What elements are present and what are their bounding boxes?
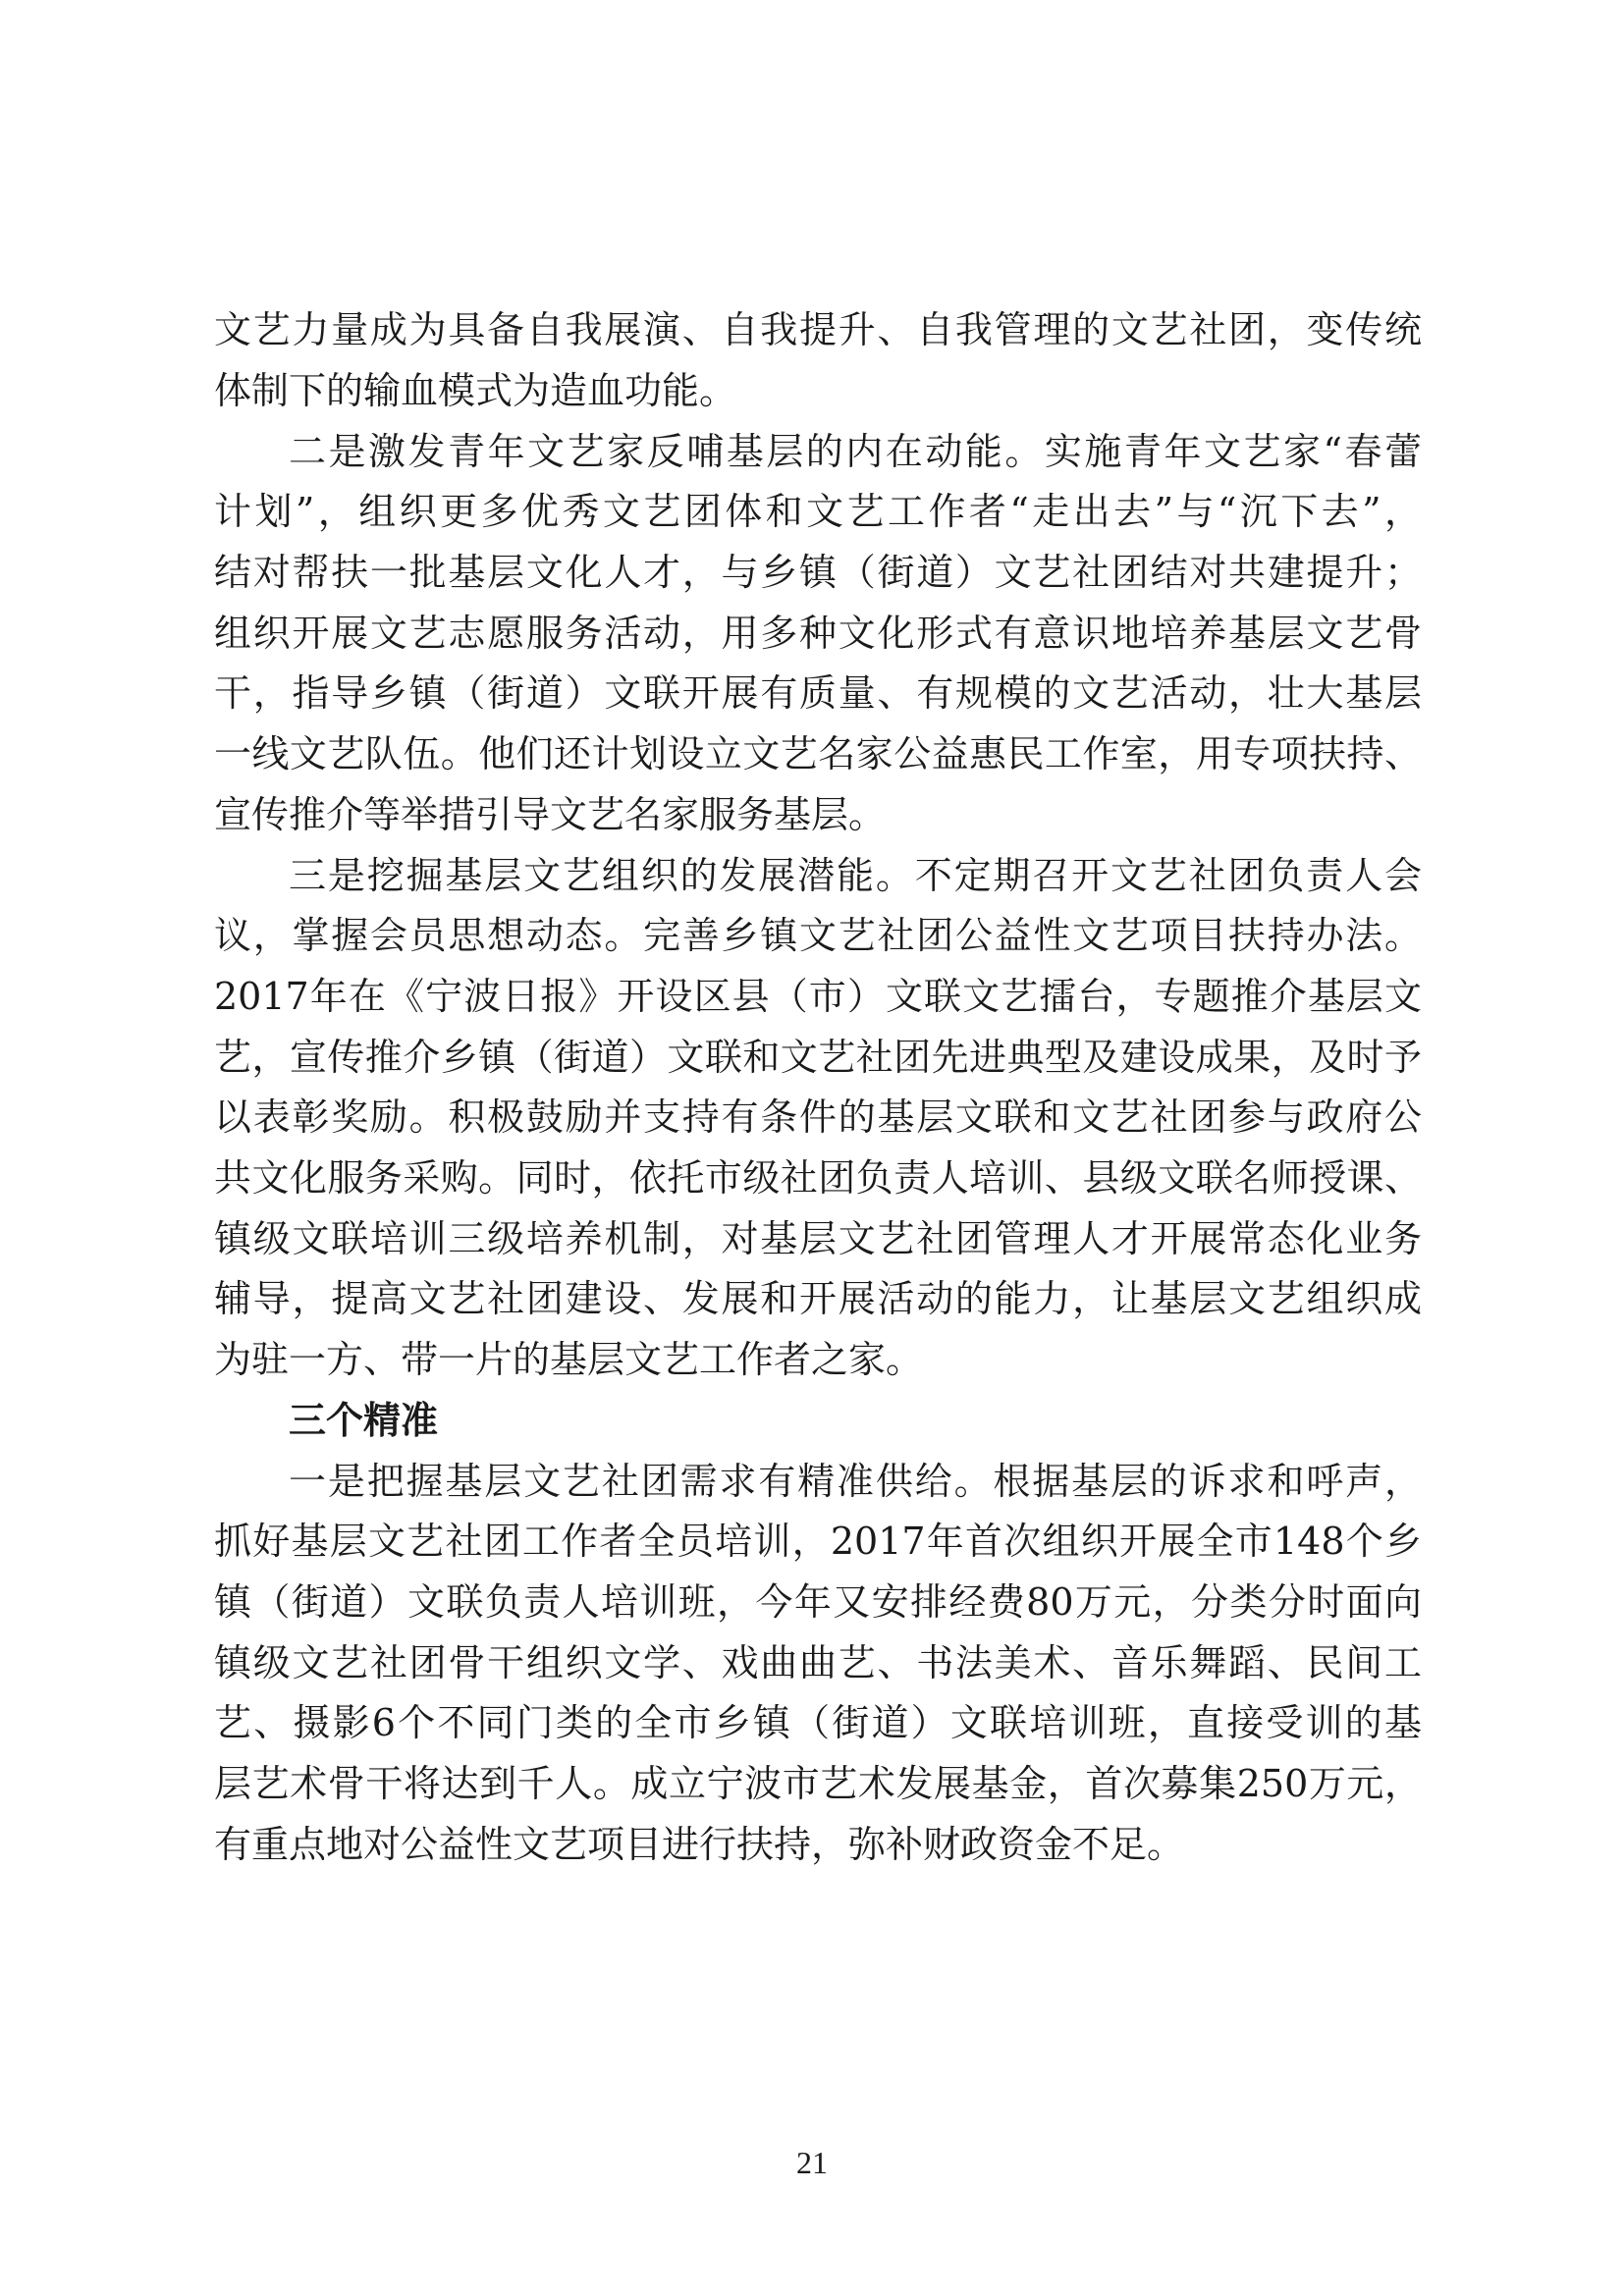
paragraph-start-line: 二是激发青年文艺家反哺基层的内在动能。实施青年文艺家“春蕾 — [289, 430, 1422, 473]
page-number: 21 — [796, 2145, 828, 2180]
body-text-line: 辅导，提高文艺社团建设、发展和开展活动的能力，让基层文艺组织成 — [214, 1277, 1422, 1320]
body-text-line: 干，指导乡镇（街道）文联开展有质量、有规模的文艺活动，壮大基层 — [214, 671, 1422, 715]
body-text-line: 镇级文联培训三级培养机制，对基层文艺社团管理人才开展常态化业务 — [214, 1217, 1422, 1260]
paragraph-start-line: 三是挖掘基层文艺组织的发展潜能。不定期召开文艺社团负责人会 — [289, 854, 1422, 897]
body-text-line: 艺，宣传推介乡镇（街道）文联和文艺社团先进典型及建设成果，及时予 — [214, 1036, 1422, 1079]
body-text-line: 共文化服务采购。同时，依托市级社团负责人培训、县级文联名师授课、 — [214, 1156, 1422, 1200]
body-text-line: 为驻一方、带一片的基层文艺工作者之家。 — [214, 1338, 924, 1381]
body-text-line: 艺、摄影6个不同门类的全市乡镇（街道）文联培训班，直接受训的基 — [214, 1701, 1422, 1744]
body-text-line: 2017年在《宁波日报》开设区县（市）文联文艺擂台，专题推介基层文 — [214, 975, 1422, 1018]
body-text-line: 镇（街道）文联负责人培训班，今年又安排经费80万元，分类分时面向 — [214, 1580, 1422, 1624]
body-text-line: 抓好基层文艺社团工作者全员培训，2017年首次组织开展全市148个乡 — [214, 1520, 1422, 1563]
body-text-line: 组织开展文艺志愿服务活动，用多种文化形式有意识地培养基层文艺骨 — [214, 612, 1422, 655]
body-text-line: 议，掌握会员思想动态。完善乡镇文艺社团公益性文艺项目扶持办法。 — [214, 914, 1422, 957]
body-text-line: 层艺术骨干将达到千人。成立宁波市艺术发展基金，首次募集250万元， — [214, 1762, 1422, 1805]
body-text-line: 镇级文艺社团骨干组织文学、戏曲曲艺、书法美术、音乐舞蹈、民间工 — [214, 1641, 1422, 1684]
body-text-line: 体制下的输血模式为造血功能。 — [214, 369, 737, 412]
paragraph-start-line: 一是把握基层文艺社团需求有精准供给。根据基层的诉求和呼声， — [289, 1460, 1422, 1503]
body-text-line: 一线文艺队伍。他们还计划设立文艺名家公益惠民工作室，用专项扶持、 — [214, 732, 1422, 775]
body-text-line: 有重点地对公益性文艺项目进行扶持，弥补财政资金不足。 — [214, 1823, 1185, 1866]
body-text-line: 计划”，组织更多优秀文艺团体和文艺工作者“走出去”与“沉下去”， — [214, 490, 1422, 533]
body-text-line: 宣传推介等举措引导文艺名家服务基层。 — [214, 793, 887, 836]
body-text-line: 结对帮扶一批基层文化人才，与乡镇（街道）文艺社团结对共建提升； — [214, 551, 1422, 594]
body-text-line: 文艺力量成为具备自我展演、自我提升、自我管理的文艺社团，变传统 — [214, 308, 1422, 351]
body-text-line: 以表彰奖励。积极鼓励并支持有条件的基层文联和文艺社团参与政府公 — [214, 1095, 1422, 1139]
section-heading: 三个精准 — [289, 1399, 439, 1442]
